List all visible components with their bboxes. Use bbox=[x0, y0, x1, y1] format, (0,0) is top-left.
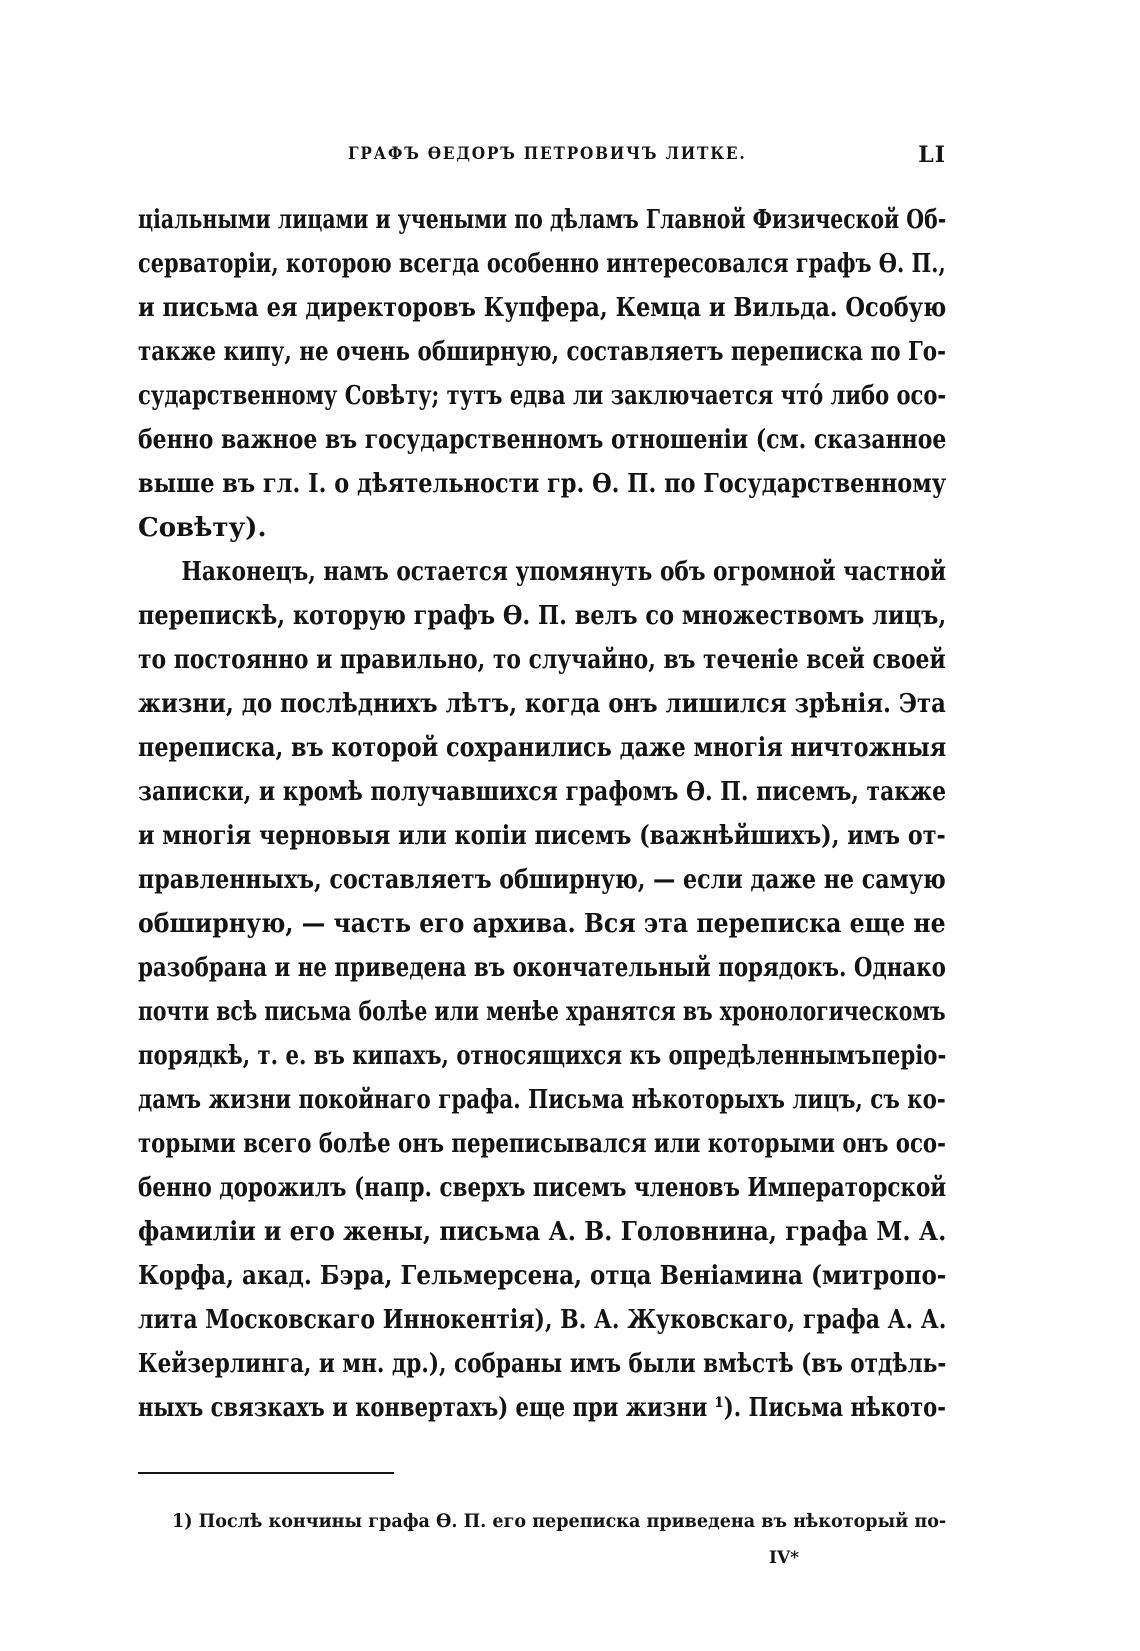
text-line: почти всѣ письма болѣе или менѣе хранятся въ хронологическомъ bbox=[138, 997, 946, 1027]
paragraph-start-line: Наконецъ, намъ остается упомянуть объ огромной частной bbox=[181, 557, 947, 587]
text-line: торыми всего болѣе онъ переписывался или которыми онъ осо- bbox=[138, 1129, 946, 1159]
text-line: перепискѣ, которую графъ Ѳ. П. велъ со множествомъ лицъ, bbox=[138, 601, 947, 631]
text-line: выше въ гл. I. о дѣятельности гр. Ѳ. П. по Государственному bbox=[138, 469, 947, 499]
text-line: Совѣту). bbox=[138, 513, 267, 543]
text-line: также кипу, не очень обширную, составляетъ переписка по Го- bbox=[138, 337, 947, 367]
text-line: правленныхъ, составляетъ обширную, — если даже не самую bbox=[138, 865, 946, 895]
text-line: и письма ея директоровъ Купфера, Кемца и Вильда. Особую bbox=[138, 293, 947, 323]
text-line: серваторіи, которою всегда особенно интересовался графъ Ѳ. П., bbox=[138, 249, 946, 279]
printer-signature-mark: IV* bbox=[769, 1548, 800, 1568]
text-line: Кейзерлинга, и мн. др.), собраны имъ были вмѣстѣ (въ отдѣль- bbox=[138, 1349, 947, 1379]
text-line: переписка, въ которой сохранились даже многія ничтожныя bbox=[138, 733, 947, 763]
text-line: бенно важное въ государственномъ отношеніи (см. сказанное bbox=[138, 425, 947, 455]
text-line: жизни, до послѣднихъ лѣтъ, когда онъ лишился зрѣнія. Эта bbox=[138, 689, 946, 719]
text-line: бенно дорожилъ (напр. сверхъ писемъ членовъ Императорской bbox=[138, 1173, 947, 1203]
text-line: дамъ жизни покойнаго графа. Письма нѣкоторыхъ лицъ, съ ко- bbox=[138, 1085, 946, 1115]
text-line: записки, и кромѣ получавшихся графомъ Ѳ. П. писемъ, также bbox=[138, 777, 947, 807]
text-line: Корфа, акад. Бэра, Гельмерсена, отца Веніамина (митропо- bbox=[138, 1261, 947, 1291]
text-line: и многія черновыя или копіи писемъ (важнѣйшихъ), имъ от- bbox=[138, 821, 946, 851]
body-text bbox=[138, 198, 946, 1430]
footnote-divider bbox=[138, 1472, 394, 1474]
running-title: ГРАФЪ ѲЕДОРЪ ПЕТРОВИЧЪ ЛИТКЕ. bbox=[348, 144, 747, 164]
footnote: 1) Послѣ кончины графа Ѳ. П. его переписка приведена въ нѣкоторый по- bbox=[172, 1510, 947, 1532]
text-line: порядкѣ, т. е. въ кипахъ, относящихся къ опредѣленнымъперіо- bbox=[138, 1041, 947, 1071]
text-line: ціальными лицами и учеными по дѣламъ Главной Физической Об- bbox=[138, 205, 947, 235]
text-line: фамиліи и его жены, письма А. В. Головнина, графа М. А. bbox=[138, 1217, 947, 1247]
text-line: разобрана и не приведена въ окончательный порядокъ. Однако bbox=[138, 953, 946, 983]
text-line: то постоянно и правильно, то случайно, въ теченіе всей своей bbox=[138, 645, 946, 675]
text-line: ныхъ связкахъ и конвертахъ) еще при жизни ¹). Письма нѣкото- bbox=[138, 1393, 946, 1423]
page-number: LI bbox=[918, 142, 946, 168]
page-header bbox=[138, 138, 946, 178]
text-line: лита Московскаго Иннокентія), В. А. Жуковскаго, графа А. А. bbox=[138, 1305, 947, 1335]
text-line: сударственному Совѣту; тутъ едва ли заключается что́ либо осо- bbox=[138, 381, 947, 411]
text-line: обширную, — часть его архива. Вся эта переписка еще не bbox=[138, 909, 946, 939]
